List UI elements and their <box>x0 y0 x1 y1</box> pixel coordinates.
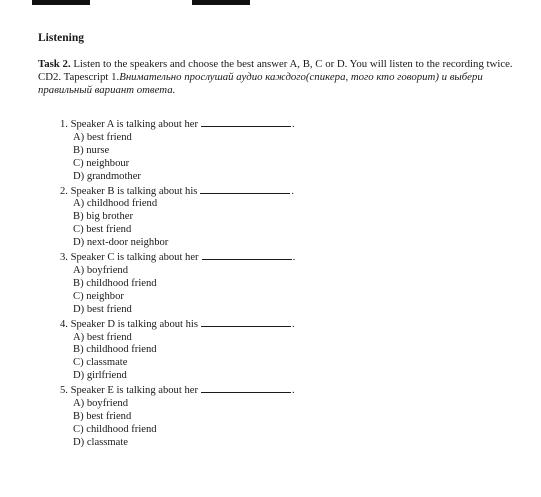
question-stem-text: 3. Speaker C is talking about her <box>60 252 199 264</box>
question-stem-text: 1. Speaker A is talking about her <box>60 119 198 130</box>
answer-blank[interactable] <box>201 383 291 393</box>
top-decoration-bar-left <box>32 0 90 5</box>
answer-option: A) childhood friend <box>73 198 158 210</box>
answer-option: D) best friend <box>73 303 132 315</box>
question-stem-text: 2. Speaker B is talking about his <box>60 185 198 197</box>
stem-period: . <box>291 185 295 197</box>
question-stem <box>60 383 510 398</box>
answer-option: C) classmate <box>73 357 128 369</box>
answer-option: C) neighbor <box>73 290 124 302</box>
answer-option: A) boyfriend <box>73 398 129 410</box>
question-2 <box>60 184 510 251</box>
stem-period: . <box>292 318 295 330</box>
answer-option: C) childhood friend <box>73 423 157 435</box>
task-instruction-russian: Внимательно прослушай аудио каждого(спикера, того кто говорит) и выбери правильный вариант ответа. <box>38 71 483 97</box>
stem-period: . <box>292 119 295 130</box>
answer-option: B) nurse <box>73 144 110 156</box>
answer-option: B) big brother <box>73 211 134 223</box>
question-list <box>60 117 510 450</box>
top-decoration-bar-right <box>192 0 250 5</box>
question-5 <box>60 383 510 450</box>
answer-option: B) childhood friend <box>73 277 157 289</box>
task-label: Task 2. <box>38 58 71 70</box>
answer-option: D) girlfriend <box>73 370 127 382</box>
stem-period: . <box>292 252 296 264</box>
answer-option: A) best friend <box>73 331 132 343</box>
answer-option: B) best friend <box>73 410 132 422</box>
question-stem <box>60 184 510 199</box>
stem-period: . <box>291 385 295 397</box>
answer-option: D) classmate <box>73 436 129 448</box>
question-1 <box>60 117 510 184</box>
question-stem <box>60 117 510 132</box>
answer-option: D) grandmother <box>73 170 141 182</box>
answer-blank[interactable] <box>202 250 292 260</box>
answer-blank[interactable] <box>201 317 291 327</box>
answer-blank[interactable] <box>200 184 290 194</box>
answer-option: D) next-door neighbor <box>73 237 169 249</box>
question-3 <box>60 250 510 317</box>
section-title: Listening <box>38 32 85 44</box>
question-4 <box>60 317 510 384</box>
answer-option: C) neighbour <box>73 157 130 169</box>
question-stem-text: 4. Speaker D is talking about his <box>60 318 198 330</box>
question-stem-text: 5. Speaker E is talking about her <box>60 385 198 397</box>
answer-blank[interactable] <box>201 117 291 127</box>
question-stem <box>60 317 510 332</box>
task-instruction-text: Listen to the speakers and choose the best answer A, B, C or D. You will listen to the recording twice. CD2. Tapescript 1. <box>38 58 513 84</box>
answer-option: A) best friend <box>73 131 132 143</box>
answer-option: B) childhood friend <box>73 344 157 356</box>
answer-option: C) best friend <box>73 224 132 236</box>
question-stem <box>60 250 510 265</box>
answer-option: A) boyfriend <box>73 264 129 276</box>
task-instructions <box>38 58 518 98</box>
